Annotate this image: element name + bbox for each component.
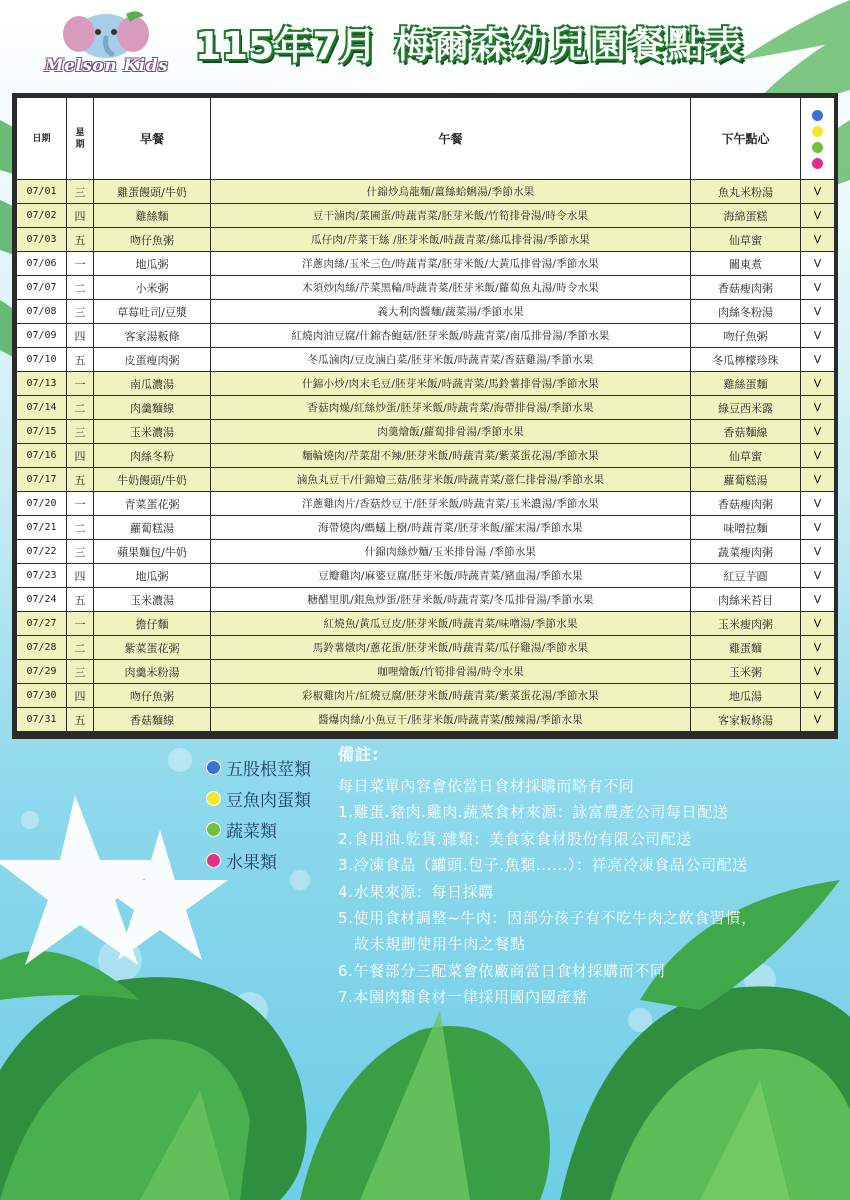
check-mark-cell: V	[801, 372, 835, 396]
date-cell: 07/10	[17, 348, 67, 372]
date-cell: 07/16	[17, 444, 67, 468]
breakfast-cell: 地瓜粥	[94, 564, 211, 588]
check-mark-cell: V	[801, 564, 835, 588]
lunch-cell: 紅燒魚/黃瓜豆皮/胚芽米飯/時蔬青菜/味噌湯/季節水果	[211, 612, 691, 636]
check-mark-cell: V	[801, 492, 835, 516]
snack-cell: 玉米粥	[691, 660, 801, 684]
snack-cell: 肉絲米苔目	[691, 588, 801, 612]
notes-lines	[338, 773, 848, 1011]
legend-item	[206, 752, 311, 782]
check-mark-cell: V	[801, 540, 835, 564]
date-cell: 07/31	[17, 708, 67, 732]
weekday-cell: 五	[67, 228, 94, 252]
breakfast-cell: 蘋果麵包/牛奶	[94, 540, 211, 564]
header-snack: 下午點心	[691, 98, 801, 180]
table-row	[17, 540, 835, 564]
breakfast-cell: 皮蛋瘦肉粥	[94, 348, 211, 372]
table-row	[17, 708, 835, 732]
snack-cell: 紅豆芋圓	[691, 564, 801, 588]
date-cell: 07/29	[17, 660, 67, 684]
snack-cell: 綠豆西米露	[691, 396, 801, 420]
table-row	[17, 588, 835, 612]
breakfast-cell: 肉絲冬粉	[94, 444, 211, 468]
weekday-cell: 五	[67, 348, 94, 372]
legend-dot	[206, 822, 221, 837]
table-row	[17, 276, 835, 300]
lunch-cell: 冬瓜滷肉/豆皮滷白菜/胚芽米飯/時蔬青菜/香菇雞湯/季節水果	[211, 348, 691, 372]
lunch-cell: 義大利肉醬麵/蔬菜湯/季節水果	[211, 300, 691, 324]
snack-cell: 海綿蛋糕	[691, 204, 801, 228]
table-row	[17, 180, 835, 204]
snack-cell: 香菇瘦肉粥	[691, 276, 801, 300]
lunch-cell: 滷魚丸豆干/什錦燴三菇/胚芽米飯/時蔬青菜/薏仁排骨湯/季節水果	[211, 468, 691, 492]
table-row	[17, 684, 835, 708]
breakfast-cell: 客家湯粄條	[94, 324, 211, 348]
snack-cell: 香菇麵線	[691, 420, 801, 444]
table-row	[17, 660, 835, 684]
check-mark-cell: V	[801, 300, 835, 324]
date-cell: 07/06	[17, 252, 67, 276]
breakfast-cell: 雞蛋饅頭/牛奶	[94, 180, 211, 204]
menu-table-body	[17, 180, 835, 732]
food-group-dot-0	[812, 110, 823, 121]
header-lunch: 午餐	[211, 98, 691, 180]
lunch-cell: 麵輪燒肉/芹菜甜不辣/胚芽米飯/時蔬青菜/紫菜蛋花湯/季節水果	[211, 444, 691, 468]
snack-cell: 香菇瘦肉粥	[691, 492, 801, 516]
date-cell: 07/21	[17, 516, 67, 540]
legend-dot	[206, 760, 221, 775]
table-row	[17, 300, 835, 324]
weekday-cell: 一	[67, 372, 94, 396]
weekday-cell: 二	[67, 276, 94, 300]
breakfast-cell: 吻仔魚粥	[94, 684, 211, 708]
breakfast-cell: 小米粥	[94, 276, 211, 300]
menu-table	[16, 97, 835, 732]
notes-title: 備註:	[338, 745, 380, 764]
lunch-cell: 肉羹燴飯/蘿蔔排骨湯/季節水果	[211, 420, 691, 444]
date-cell: 07/28	[17, 636, 67, 660]
date-cell: 07/09	[17, 324, 67, 348]
legend-item	[206, 783, 311, 813]
table-row	[17, 348, 835, 372]
date-cell: 07/22	[17, 540, 67, 564]
breakfast-cell: 玉米濃湯	[94, 420, 211, 444]
check-mark-cell: V	[801, 516, 835, 540]
breakfast-cell: 草莓吐司/豆漿	[94, 300, 211, 324]
breakfast-cell: 牛奶饅頭/牛奶	[94, 468, 211, 492]
breakfast-cell: 青菜蛋花粥	[94, 492, 211, 516]
weekday-cell: 四	[67, 324, 94, 348]
snack-cell: 客家粄條湯	[691, 708, 801, 732]
date-cell: 07/14	[17, 396, 67, 420]
snack-cell: 仙草蜜	[691, 444, 801, 468]
food-group-dot-1	[812, 126, 823, 137]
lunch-cell: 醬爆肉絲/小魚豆干/胚芽米飯/時蔬青菜/酸辣湯/季節水果	[211, 708, 691, 732]
date-cell: 07/07	[17, 276, 67, 300]
page-title	[195, 14, 746, 70]
snack-cell: 魚丸米粉湯	[691, 180, 801, 204]
logo-text: Melson Kids	[44, 56, 169, 76]
weekday-cell: 一	[67, 612, 94, 636]
note-line: 故未規劃使用牛肉之餐點	[354, 935, 526, 954]
note-line: 每日菜單內容會依當日食材採購而略有不同	[338, 777, 635, 795]
check-mark-cell: V	[801, 636, 835, 660]
weekday-cell: 三	[67, 300, 94, 324]
date-cell: 07/15	[17, 420, 67, 444]
legend-label: 水果類	[226, 852, 277, 873]
table-row	[17, 372, 835, 396]
check-mark-cell: V	[801, 204, 835, 228]
weekday-cell: 一	[67, 252, 94, 276]
snack-cell: 肉絲冬粉湯	[691, 300, 801, 324]
table-row	[17, 204, 835, 228]
breakfast-cell: 玉米濃湯	[94, 588, 211, 612]
snack-cell: 冬瓜檸檬珍珠	[691, 348, 801, 372]
date-cell: 07/01	[17, 180, 67, 204]
date-cell: 07/17	[17, 468, 67, 492]
table-row	[17, 228, 835, 252]
weekday-cell: 三	[67, 420, 94, 444]
table-row	[17, 444, 835, 468]
weekday-cell: 四	[67, 204, 94, 228]
table-row	[17, 564, 835, 588]
breakfast-cell: 紫菜蛋花粥	[94, 636, 211, 660]
lunch-cell: 紅燒肉油豆腐/什錦杏鮑菇/胚芽米飯/時蔬青菜/南瓜排骨湯/季節水果	[211, 324, 691, 348]
snack-cell: 玉米瘦肉粥	[691, 612, 801, 636]
breakfast-cell: 肉羹麵線	[94, 396, 211, 420]
snack-cell: 雞蛋麵	[691, 636, 801, 660]
date-cell: 07/23	[17, 564, 67, 588]
snack-cell: 地瓜湯	[691, 684, 801, 708]
legend-item	[206, 814, 311, 844]
breakfast-cell: 地瓜粥	[94, 252, 211, 276]
note-line: 2.食用油.乾貨.雜類：美食家食材股份有限公司配送	[338, 829, 692, 848]
table-row	[17, 516, 835, 540]
lunch-cell: 彩椒雞肉片/紅燒豆腐/胚芽米飯/時蔬青菜/紫菜蛋花湯/季節水果	[211, 684, 691, 708]
weekday-cell: 三	[67, 180, 94, 204]
lunch-cell: 什錦小炒/肉末毛豆/胚芽米飯/時蔬青菜/馬鈴薯排骨湯/季節水果	[211, 372, 691, 396]
table-row	[17, 420, 835, 444]
check-mark-cell: V	[801, 684, 835, 708]
check-mark-cell: V	[801, 588, 835, 612]
note-line: 3.冷凍食品（罐頭.包子.魚類......）：祥亮冷凍食品公司配送	[338, 856, 748, 875]
check-mark-cell: V	[801, 468, 835, 492]
check-mark-cell: V	[801, 180, 835, 204]
lunch-cell: 馬鈴薯燉肉/蔥花蛋/胚芽米飯/時蔬青菜/瓜仔雞湯/季節水果	[211, 636, 691, 660]
lunch-cell: 洋蔥雞肉片/香菇炒豆干/胚芽米飯/時蔬青菜/玉米濃湯/季節水果	[211, 492, 691, 516]
breakfast-cell: 雞絲麵	[94, 204, 211, 228]
snack-cell: 味噌拉麵	[691, 516, 801, 540]
lunch-cell: 洋蔥肉絲/玉米三色/時蔬青菜/胚芽米飯/大黃瓜排骨湯/季節水果	[211, 252, 691, 276]
breakfast-cell: 肉羹米粉湯	[94, 660, 211, 684]
note-line: 4.水果來源：每日採購	[338, 882, 494, 901]
breakfast-cell: 吻仔魚粥	[94, 228, 211, 252]
header	[0, 0, 850, 88]
weekday-cell: 五	[67, 708, 94, 732]
header-breakfast: 早餐	[94, 98, 211, 180]
check-mark-cell: V	[801, 228, 835, 252]
lunch-cell: 豆干滷肉/菜圃蛋/時蔬青菜/胚芽米飯/竹筍排骨湯/時令水果	[211, 204, 691, 228]
header-weekday	[67, 98, 94, 180]
breakfast-cell: 擔仔麵	[94, 612, 211, 636]
snack-cell: 蘿蔔糕湯	[691, 468, 801, 492]
header-food-group-dots	[801, 98, 835, 180]
snack-cell: 吻仔魚粥	[691, 324, 801, 348]
date-cell: 07/24	[17, 588, 67, 612]
table-row	[17, 492, 835, 516]
lunch-cell: 海帶燒肉/螞蟻上樹/時蔬青菜/胚芽米飯/羅宋湯/季節水果	[211, 516, 691, 540]
legend-item	[206, 845, 311, 875]
legend-dot	[206, 791, 221, 806]
weekday-cell: 三	[67, 540, 94, 564]
weekday-cell: 四	[67, 684, 94, 708]
date-cell: 07/20	[17, 492, 67, 516]
table-row	[17, 636, 835, 660]
food-group-legend	[206, 752, 311, 876]
note-line: 5.使用食材調整~牛肉：因部分孩子有不吃牛肉之飲食習慣，	[338, 908, 757, 927]
weekday-cell: 二	[67, 516, 94, 540]
snack-cell: 仙草蜜	[691, 228, 801, 252]
date-cell: 07/27	[17, 612, 67, 636]
lunch-cell: 什錦炒烏龍麵/薑絲蛤蜊湯/季節水果	[211, 180, 691, 204]
check-mark-cell: V	[801, 276, 835, 300]
check-mark-cell: V	[801, 324, 835, 348]
check-mark-cell: V	[801, 252, 835, 276]
title-date: 115年7月	[195, 23, 377, 68]
check-mark-cell: V	[801, 420, 835, 444]
food-group-dots	[801, 108, 834, 169]
note-line: 1.雞蛋.豬肉.雞肉.蔬菜食材來源：詠富農產公司每日配送	[338, 803, 729, 822]
table-row	[17, 468, 835, 492]
lunch-cell: 瓜仔肉/芹菜干絲 /胚芽米飯/時蔬青菜/絲瓜排骨湯/季節水果	[211, 228, 691, 252]
legend-dot	[206, 853, 221, 868]
check-mark-cell: V	[801, 708, 835, 732]
logo	[34, 8, 179, 78]
date-cell: 07/03	[17, 228, 67, 252]
lunch-cell: 豆瓣雞肉/麻婆豆腐/胚芽米飯/時蔬青菜/豬血湯/季節水果	[211, 564, 691, 588]
table-row	[17, 324, 835, 348]
snack-cell: 雞絲蛋麵	[691, 372, 801, 396]
check-mark-cell: V	[801, 660, 835, 684]
breakfast-cell: 香菇麵線	[94, 708, 211, 732]
food-group-dot-2	[812, 142, 823, 153]
snack-cell: 關東煮	[691, 252, 801, 276]
check-mark-cell: V	[801, 444, 835, 468]
date-cell: 07/02	[17, 204, 67, 228]
breakfast-cell: 蘿蔔糕湯	[94, 516, 211, 540]
lunch-cell: 香菇肉燥/紅絲炒蛋/胚芽米飯/時蔬青菜/海帶排骨湯/季節水果	[211, 396, 691, 420]
food-group-dot-3	[812, 158, 823, 169]
weekday-cell: 二	[67, 396, 94, 420]
table-row	[17, 252, 835, 276]
weekday-cell: 三	[67, 660, 94, 684]
weekday-cell: 一	[67, 492, 94, 516]
breakfast-cell: 南瓜濃湯	[94, 372, 211, 396]
header-date: 日期	[17, 98, 67, 180]
weekday-cell: 四	[67, 444, 94, 468]
lunch-cell: 什錦肉絲炒麵/玉米排骨湯 /季節水果	[211, 540, 691, 564]
header-weekday-label: 星期	[75, 127, 85, 150]
table-header-row	[17, 98, 835, 180]
check-mark-cell: V	[801, 612, 835, 636]
date-cell: 07/30	[17, 684, 67, 708]
lunch-cell: 木須炒肉絲/芹菜黑輪/時蔬青菜/胚芽米飯/蘿蔔魚丸湯/時令水果	[211, 276, 691, 300]
lunch-cell: 咖哩燴飯/竹筍排骨湯/時令水果	[211, 660, 691, 684]
menu-table-frame	[12, 93, 838, 739]
weekday-cell: 五	[67, 468, 94, 492]
weekday-cell: 五	[67, 588, 94, 612]
table-row	[17, 612, 835, 636]
date-cell: 07/13	[17, 372, 67, 396]
legend-label: 豆魚肉蛋類	[226, 790, 311, 811]
table-row	[17, 396, 835, 420]
notes	[338, 742, 848, 1011]
title-main: 梅爾森幼兒園餐點表	[394, 24, 746, 66]
date-cell: 07/08	[17, 300, 67, 324]
snack-cell: 蔬菜瘦肉粥	[691, 540, 801, 564]
weekday-cell: 二	[67, 636, 94, 660]
check-mark-cell: V	[801, 396, 835, 420]
legend-label: 五股根莖類	[226, 759, 311, 780]
lunch-cell: 糖醋里肌/銀魚炒蛋/胚芽米飯/時蔬青菜/冬瓜排骨湯/季節水果	[211, 588, 691, 612]
check-mark-cell: V	[801, 348, 835, 372]
note-line: 6.午餐部分三配菜會依廠商當日食材採購而不同	[338, 961, 666, 980]
note-line: 7.本園肉類食材一律採用國內國產豬	[338, 988, 588, 1007]
weekday-cell: 四	[67, 564, 94, 588]
legend-label: 蔬菜類	[226, 821, 277, 842]
